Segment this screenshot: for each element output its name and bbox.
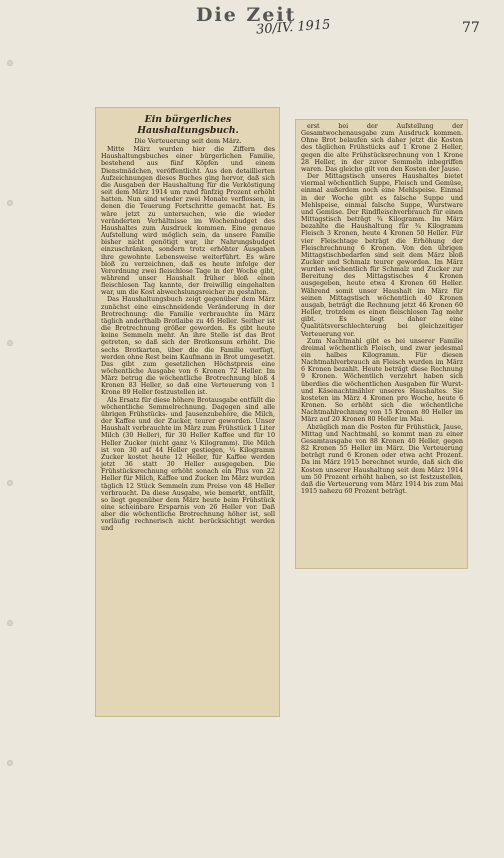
paragraph: Das Haushaltungsbuch zeigt gegenüber dem März zunächst eine einschneidende Veränderung in der Brotrechnung: die Familie verbrauchte im März täglich anderthalb Brotlaibe zu 46 Heller. Seither ist die Brotrechnung größer geworden. Es gibt heute keine Semmeln mehr. An ihre Stelle ist das Brot getreten, so daß sich der Brotkonsum erhöht. Die sechs Brotkarten, über die die Familie verfügt, werden ohne Rest beim Kaufmann in Brot umgesetzt. Das gibt zum gesetzlichen Höchstpreis eine wöchentliche Ausgabe von 6 Kronen 72 Heller. Im März betrug die wöchentliche Brotrechnung bloß 4 Kronen 83 Heller, so daß eine Verteuerung von 1 Krone 89 Heller festzustellen ist. xyxy=(101,296,275,397)
binding-hole xyxy=(7,480,13,486)
binding-hole xyxy=(7,760,13,766)
binding-hole xyxy=(7,200,13,206)
binding-holes xyxy=(0,0,14,858)
paragraph: Abzüglich man die Posten für Frühstück, Jause, Mittag und Nachtmahl, so kommt man zu einer Gesamtausgabe von 88 Kronen 40 Heller, gegen 82 Kronen 55 Heller im März. Die Verteuerung beträgt rund 6 Kronen oder etwa acht Prozent. Da im März 1915 berechnet wurde, daß sich die Kosten unserer Haushaltung seit dem März 1914 um 50 Prozent erhöht haben, so ist festzustellen, daß die Verteuerung vom März 1914 bis zum Mai 1915 nahezu 60 Prozent beträgt. xyxy=(301,423,463,495)
handwritten-date: 30/IV. 1915 xyxy=(255,17,331,38)
article-title: Ein bürgerliches Haushaltungsbuch. xyxy=(137,114,239,136)
binding-hole xyxy=(7,60,13,66)
paragraph: Als Ersatz für diese höhere Brotausgabe entfällt die wöchentliche Semmelrechnung. Dagegen sind alle übrigen Frühstücks- und Jausenzubehöre, die Milch, der Kaffee und der Zucker, teurer geworden. Unser Haushalt verbrauchte im März zum Frühstück 1 Liter Milch (30 Heller), für 30 Heller Kaffee und für 10 Heller Zucker (nicht ganz ¼ Kilogramm). Die Milch ist von 30 auf 44 Heller gestiegen, ¼ Kilogramm Zucker kostet heute 12 Heller, für Kaffee werden jetzt 36 statt 30 Heller ausgegeben. Die Frühstücksrechnung erhöht sonach ein Plus von 22 Heller für Milch, Kaffee und Zucker. Im März wurden täglich 12 Stück Semmeln zum Preise von 48 Heller verbraucht. Da diese Ausgabe, wie bemerkt, entfällt, so liegt gegenüber dem März heute beim Frühstück eine scheinbare Ersparnis von 26 Heller vor. Daß aber die wöchentliche Brotrechnung höher ist, soll vorläufig rechnerisch nicht berücksichtigt werden und xyxy=(101,396,275,533)
binding-hole xyxy=(7,340,13,346)
clipping-right-column xyxy=(296,120,467,568)
paragraph: Mitte März wurden hier die Ziffern des Haushaltungsbuches einer bürgerlichen Familie, bestehend aus fünf Köpfen und einem Dienstmädchen, veröffentlicht. Aus den detaillierten Aufzeichnungen dieses Buches ging hervor, daß sich die Ausgaben der Haushaltung für die Verköstigung seit dem März 1914 um rund fünfzig Prozent erhöht hatten. Nun sind wieder zwei Monate verflossen, in denen die Teuerung Fortschritte gemacht hat. Es wäre jetzt zu untersuchen, wie die wieder veränderten Verhältnisse im Wochenbudget des Haushaltes zum Ausdruck kommen. Eine genaue Aufstellung wird möglich sein, da unsere Familie bisher nicht genötigt war, ihr Nahrungsbudget einzuschränken, sondern trotz erhöhter Ausgaben ihre gewohnte Lebensweise weiterführt. Es wäre bloß zu verzeichnen, daß es heute infolge der Verordnung zwei fleischlose Tage in der Woche gibt, während unser Haushalt früher bloß einen fleischlosen Tag kannte, der freiwillig eingehalten war, um die Kost abwechslungsreicher zu gestalten. xyxy=(101,146,275,297)
newspaper-masthead: Die Zeit xyxy=(196,4,297,26)
article-subtitle: Die Verteuerung seit dem März. xyxy=(134,137,242,145)
paragraph: Zum Nachtmahl gibt es bei unserer Familie dreimal wöchentlich Fleisch, und zwar jedesmal ein halbes Kilogramm. Für diesen Nachtmahlverbrauch an Fleisch wurden im März 6 Kronen bezahlt. Heute beträgt diese Rechnung 9 Kronen. Wöchentlich verzehrt haben sich überdies die wöchentlichen Ausgaben für Wurst- und Käsenachtmähler unseres Haushaltes. Sie kosteten im März 4 Kronen pro Woche, heute 6 Kronen. So erhöht sich die wöchentliche Nachtmahlrechnung von 15 Kronen 80 Heller im März auf 20 Kronen 80 Heller im Mai. xyxy=(301,337,463,424)
binding-hole xyxy=(7,620,13,626)
page-number: 77 xyxy=(462,20,480,36)
paragraph: erst bei der Aufstellung der Gesamtwochenausgabe zum Ausdruck kommen. Ohne Brot belaufen sich daher jetzt die Kosten des täglichen Frühstücks auf 1 Krone 2 Heller, gegen die alte Frühstücksrechnung von 1 Krone 28 Heller, in der zuvor Semmeln inbegriffen waren. Das gleiche gilt von den Kosten der Jause. xyxy=(301,123,463,173)
paragraph: Der Mittagstisch unseres Haushaltes bietet viermal wöchentlich Suppe, Fleisch und Gemüse, einmal außerdem noch eine Mehlspeise. Einmal in der Woche gibt es falsche Suppe und Mehlspeise, einmal falsche Suppe, Wurstware und Gemüse. Der Rindfleischverbrauch für einen Mittagstisch beträgt ¾ Kilogramm. Im März bezahlte die Haushaltung für ¾ Kilogramm Fleisch 3 Kronen, heute 4 Kronen 50 Heller. Für vier Fleischtage beträgt die Erhöhung der Fleischrechnung 6 Kronen. Von den übrigen Mittagstischbedarfen sind seit dem März bloß Zucker und Schmalz teurer geworden. Im März wurden wöchentlich für Schmalz und Zucker zur Bereitung des Mittagstisches 4 Kronen ausgegeben, heute etwa 4 Kronen 60 Heller. Während somit unser Haushalt im März für seinen Mittagstisch wöchentlich 40 Kronen ausgab, beträgt die Rechnung jetzt 46 Kronen 60 Heller, trotzdem es einen fleischlosen Tag mehr gibt. Es liegt daher eine Qualitätsverschlechterung bei gleichzeitiger Verteuerung vor. xyxy=(301,173,463,338)
clipping-left-column xyxy=(96,108,279,716)
